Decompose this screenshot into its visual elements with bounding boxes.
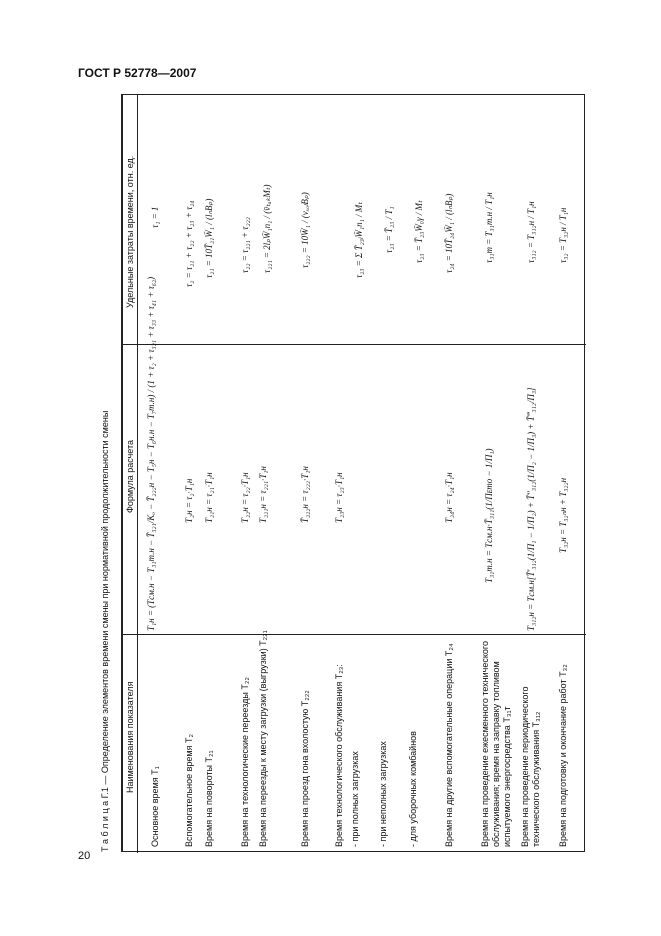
row-specific: τ₂₃ = T̄₂₃ / T₁ xyxy=(384,206,394,253)
row-specific: τ₂₂₂ = 10W̄₁ / (vₓₒₗBₚ) xyxy=(300,192,310,268)
document-header: ГОСТ Р 52778—2007 xyxy=(78,66,197,80)
row-formula: T₂₃н = τ₂₃·T₁н xyxy=(334,472,344,523)
row-name: Время на проезд гона вхолостую T₂₂₂ xyxy=(300,690,310,847)
row-name: Вспомогательное время T₂ xyxy=(184,734,194,847)
row-formula: T₂₂₁н = τ₂₂₁·T₁н xyxy=(258,466,268,523)
row-name: - при полных загрузках xyxy=(350,751,360,847)
row-specific: τ₂₃ = Σ T̄₂₃ⱼW̄₁n₁ / Mₜ xyxy=(354,202,364,278)
row-specific: τ₃₁т = T₃₁т.н / T₁н xyxy=(484,192,494,263)
row-specific: τ₂₁ = 10T̄₂₁W̄₁ / (lₙBₚ) xyxy=(204,198,214,278)
row-formula: T₂н = τ₂·T₁н xyxy=(184,478,194,523)
row-name: Время на проведение ежесменного технического обслуживания; время на заправку топливом испытуемого энергосредства T₃₁т xyxy=(480,641,512,847)
row-specific: τ₁ = 1 xyxy=(150,206,160,228)
row-name: - при неполных загрузках xyxy=(378,741,388,847)
row-specific: τ₂₂₁ = 2lₚW̄₁n₁ / (v̄ₜₐₖMₜ) xyxy=(262,184,272,273)
row-formula: T₃₁₂н = Tсм.н[T̄′₃₁₂(1/П₁ − 1/П₂) + T̄″₃₁₂(1/П₂ − 1/П₃) + T̄‴₃₁₂/П₃] xyxy=(526,387,536,631)
row-name: Время на технологические переезды T₂₂ xyxy=(240,677,250,847)
table-caption: Т а б л и ц а Г.1 — Определение элементов времени смены при нормативной продолжительности смены xyxy=(100,410,110,852)
page-number: 20 xyxy=(78,850,91,862)
row-name: Время на другие вспомогательные операции T₂₄ xyxy=(444,643,454,847)
table xyxy=(121,94,585,852)
row-formula: T₂₂н = τ₂₂·T₁н xyxy=(240,472,250,523)
col-header-formula: Формула расчета xyxy=(125,439,135,513)
rotated-table-content xyxy=(122,95,586,853)
row-name: Время на переезды к месту загрузки (выгрузки) T₂₂₁ xyxy=(258,630,268,847)
row-specific: τ₂₃ = T̄₂₃W̄₀γ / Mₜ xyxy=(414,200,424,263)
row-formula: T₃₁т.н = Tсм.н·T̄₃₁₁(1/Пᴇто − 1/П₁) xyxy=(484,448,494,583)
row-name: Время технологического обслуживания T₂₃: xyxy=(334,664,344,847)
row-specific: τ₂ = τ₂₁ + τ₂₂ + τ₂₃ + τ₂₄ xyxy=(184,200,194,287)
row-specific: τ₂₂ = τ₂₂₁ + τ₂₂₂ xyxy=(240,217,250,273)
row-specific: τ₃₂ = T₃₂н / T₁н xyxy=(558,207,568,263)
row-specific: τ₃₁₂ = T₃₁₂н / T₁н xyxy=(526,201,536,263)
row-name: - для уборочных комбайнов xyxy=(408,731,418,847)
col-header-name: Наименования показателя xyxy=(125,681,135,793)
row-name: Время на подготовку и окончание работ T₃₂ xyxy=(558,664,568,847)
row-formula: T₂₁н = τ₂₁·T₁н xyxy=(204,472,214,523)
row-formula: T₃₂н = T₃₂ₙн + T₃₂₂н xyxy=(558,477,568,553)
row-specific: τ₂₄ = 10T̄₂₄W̄₁ / (lₙBₚ) xyxy=(444,193,454,273)
col-header-specific: Удельные затраты времени, отн. ед. xyxy=(125,155,135,308)
row-name: Основное время T₁ xyxy=(150,766,160,847)
row-formula: T₂₄н = τ₂₄·T₁н xyxy=(444,472,454,523)
row-name: Время на повороты T₂₁ xyxy=(204,750,214,847)
row-name: Время на проведение периодического технического обслуживания T₃₁₂ xyxy=(520,686,541,847)
row-formula: T̄₂₂₂н = τ₂₂₂·T₁н xyxy=(300,466,310,523)
row-formula: T₁н = (Tсм.н − T₃₁т.н − T̄₃₂₁/Kₒ − T̄₂₂₂н − T₅н − T₆н.н − T₇т.н) / (1 + τ₂ + τ₃₂₁ + τ₃₃ + τ₄₁ + τ₆₂) xyxy=(146,276,156,631)
